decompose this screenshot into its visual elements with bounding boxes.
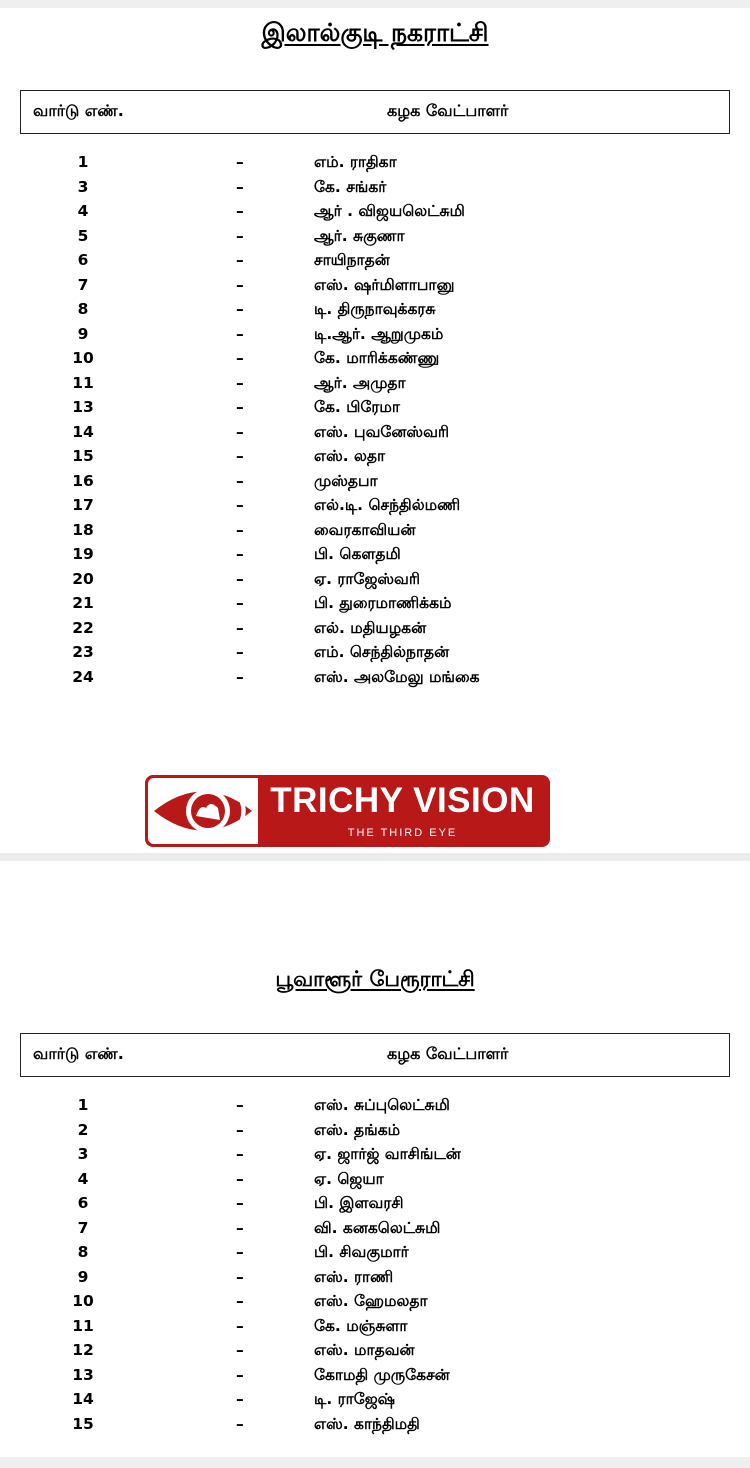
section1-table-header <box>20 90 730 134</box>
candidate-name: டி.ஆர். ஆறுமுகம் <box>314 324 444 343</box>
candidate-row <box>0 1268 750 1292</box>
ward-number-header: வார்டு எண். <box>33 101 124 120</box>
candidate-row <box>0 570 750 594</box>
separator-dash: – <box>236 398 244 416</box>
candidate-name: எஸ். அலமேலு மங்கை <box>314 667 480 686</box>
ward-number: 9 <box>77 1267 89 1286</box>
ward-number: 16 <box>72 471 94 490</box>
candidate-name: எல்.டி. செந்தில்மணி <box>314 496 461 514</box>
candidate-name: ஏ. ராஜேஸ்வரி <box>314 569 421 588</box>
ward-number: 6 <box>77 1194 89 1212</box>
separator-dash: – <box>236 422 244 441</box>
ward-number: 17 <box>72 496 94 514</box>
candidate-name: ஏ. ஜார்ஜ் வாசிங்டன் <box>314 1145 461 1163</box>
ward-number: 8 <box>77 1243 89 1261</box>
ward-number: 7 <box>77 275 89 294</box>
logo-tagline: THE THIRD EYE <box>347 827 458 839</box>
candidate-row <box>0 374 750 398</box>
candidate-row <box>0 1366 750 1390</box>
candidate-row <box>0 1243 750 1267</box>
candidate-name: எஸ். காந்திமதி <box>314 1414 420 1433</box>
candidate-row <box>0 1194 750 1218</box>
candidate-name: டி. திருநாவுக்கரசு <box>314 300 436 318</box>
separator-dash: – <box>236 471 244 490</box>
candidate-row <box>0 1170 750 1194</box>
candidate-row <box>0 496 750 520</box>
ward-number: 6 <box>77 251 89 269</box>
logo-brand-text: TRICHY VISION <box>270 781 535 820</box>
trichy-vision-logo <box>145 775 550 847</box>
candidate-header: கழக வேட்பாளர் <box>387 101 509 120</box>
candidate-row <box>0 594 750 618</box>
candidate-row <box>0 1219 750 1243</box>
ward-number: 8 <box>77 300 89 318</box>
separator-dash: – <box>236 545 244 563</box>
separator-dash: – <box>236 349 244 367</box>
candidate-name: எம். செந்தில்நாதன் <box>314 643 450 661</box>
separator-dash: – <box>236 1243 244 1261</box>
candidate-row <box>0 521 750 545</box>
ward-number: 3 <box>77 1145 89 1163</box>
ward-number: 1 <box>77 1096 89 1114</box>
candidate-row <box>0 545 750 569</box>
ward-number: 18 <box>72 520 94 539</box>
candidate-name: எஸ். ஹேமலதா <box>314 1292 428 1310</box>
top-band <box>0 0 750 8</box>
ward-number-header: வார்டு எண். <box>33 1044 124 1063</box>
ward-number: 12 <box>72 1341 94 1359</box>
ward-number: 7 <box>77 1218 89 1237</box>
ward-number: 22 <box>72 618 94 637</box>
separator-dash: – <box>236 1390 244 1408</box>
candidate-row <box>0 1390 750 1414</box>
ward-number: 5 <box>77 226 89 245</box>
separator-dash: – <box>236 373 244 392</box>
candidate-row <box>0 1317 750 1341</box>
separator-dash: – <box>236 643 244 661</box>
candidate-row <box>0 619 750 643</box>
separator-dash: – <box>236 1414 244 1433</box>
candidate-row <box>0 325 750 349</box>
ward-number: 13 <box>72 398 94 416</box>
separator-dash: – <box>236 520 244 539</box>
candidate-row <box>0 251 750 275</box>
separator-dash: – <box>236 594 244 612</box>
separator-dash: – <box>236 300 244 318</box>
section1-title: இலால்குடி நகராட்சி <box>261 18 489 47</box>
candidate-row <box>0 1415 750 1439</box>
ward-number: 11 <box>72 373 94 392</box>
candidate-name: கே. சங்கர் <box>314 177 387 196</box>
candidate-row <box>0 202 750 226</box>
candidate-name: சாயிநாதன் <box>314 251 390 269</box>
candidate-row <box>0 447 750 471</box>
ward-number: 1 <box>77 153 89 171</box>
candidate-row <box>0 1121 750 1145</box>
candidate-row <box>0 349 750 373</box>
candidate-row <box>0 1292 750 1316</box>
candidate-name: எஸ். ராணி <box>314 1267 394 1286</box>
candidate-name: பி. துரைமாணிக்கம் <box>314 594 452 612</box>
candidate-row <box>0 472 750 496</box>
ward-number: 15 <box>72 447 94 465</box>
candidate-name: கே. மஞ்சுளா <box>314 1316 408 1335</box>
candidate-name: ஏ. ஜெயா <box>314 1169 384 1188</box>
candidate-name: எஸ். சுப்புலெட்சுமி <box>314 1096 450 1114</box>
candidate-name: கே. மாரிக்கண்ணு <box>314 349 440 367</box>
candidate-row <box>0 227 750 251</box>
candidate-name: ஆர். அமுதா <box>314 373 406 392</box>
ward-number: 3 <box>77 177 89 196</box>
ward-number: 13 <box>72 1365 94 1384</box>
candidate-row <box>0 276 750 300</box>
separator-dash: – <box>236 1145 244 1163</box>
candidate-row <box>0 300 750 324</box>
ward-number: 9 <box>77 324 89 343</box>
separator-dash: – <box>236 1194 244 1212</box>
ward-number: 4 <box>77 202 89 220</box>
candidate-row <box>0 1096 750 1120</box>
candidate-name: வி. கனகலெட்சுமி <box>314 1218 441 1237</box>
candidate-name: பி. சிவகுமார் <box>314 1243 409 1261</box>
candidate-row <box>0 643 750 667</box>
candidate-name: கே. பிரேமா <box>314 398 400 416</box>
candidate-row <box>0 668 750 692</box>
candidate-name: எஸ். தங்கம் <box>314 1120 401 1139</box>
separator-dash: – <box>236 496 244 514</box>
candidate-row <box>0 178 750 202</box>
separator-dash: – <box>236 202 244 220</box>
separator-dash: – <box>236 226 244 245</box>
ward-number: 23 <box>72 643 94 661</box>
ward-number: 2 <box>77 1120 89 1139</box>
ward-number: 4 <box>77 1169 89 1188</box>
candidate-name: எஸ். மாதவன் <box>314 1341 415 1359</box>
ward-number: 10 <box>72 349 94 367</box>
ward-number: 20 <box>72 569 94 588</box>
separator-dash: – <box>236 1341 244 1359</box>
candidate-row <box>0 153 750 177</box>
ward-number: 11 <box>72 1316 94 1335</box>
candidate-name: பி. கௌதமி <box>314 545 401 563</box>
separator-dash: – <box>236 1292 244 1310</box>
ward-number: 15 <box>72 1414 94 1433</box>
separator-dash: – <box>236 153 244 171</box>
candidate-name: முஸ்தபா <box>314 471 378 490</box>
separator-dash: – <box>236 1169 244 1188</box>
candidate-name: டி. ராஜேஷ் <box>314 1390 396 1408</box>
candidate-row <box>0 1145 750 1169</box>
candidate-header: கழக வேட்பாளர் <box>387 1044 509 1063</box>
separator-dash: – <box>236 1096 244 1114</box>
ward-number: 21 <box>72 594 94 612</box>
separator-dash: – <box>236 177 244 196</box>
separator-dash: – <box>236 1267 244 1286</box>
separator-dash: – <box>236 1120 244 1139</box>
separator-dash: – <box>236 1316 244 1335</box>
candidate-name: எல். மதியழகன் <box>314 618 427 637</box>
ward-number: 24 <box>72 667 94 686</box>
section2-table-header <box>20 1033 730 1077</box>
candidate-name: எம். ராதிகா <box>314 153 397 171</box>
eye-icon <box>148 778 258 844</box>
ward-number: 19 <box>72 545 94 563</box>
candidate-name: எஸ். லதா <box>314 447 386 465</box>
candidate-name: ஆர் . விஜயலெட்சுமி <box>314 202 465 220</box>
separator-dash: – <box>236 1218 244 1237</box>
page-divider <box>0 853 750 861</box>
separator-dash: – <box>236 447 244 465</box>
candidate-name: எஸ். புவனேஸ்வரி <box>314 422 450 441</box>
section2-title: பூவாளூர் பேரூராட்சி <box>275 967 475 991</box>
separator-dash: – <box>236 618 244 637</box>
separator-dash: – <box>236 1365 244 1384</box>
ward-number: 10 <box>72 1292 94 1310</box>
candidate-name: பி. இளவரசி <box>314 1194 404 1212</box>
candidate-name: எஸ். ஷர்மிளாபானு <box>314 275 455 294</box>
candidate-name: கோமதி முருகேசன் <box>314 1365 450 1384</box>
separator-dash: – <box>236 324 244 343</box>
candidate-row <box>0 398 750 422</box>
ward-number: 14 <box>72 422 94 441</box>
ward-number: 14 <box>72 1390 94 1408</box>
separator-dash: – <box>236 569 244 588</box>
bottom-band <box>0 1457 750 1468</box>
separator-dash: – <box>236 667 244 686</box>
candidate-name: ஆர். சுகுணா <box>314 226 405 245</box>
candidate-name: வைரகாவியன் <box>314 520 416 539</box>
separator-dash: – <box>236 275 244 294</box>
candidate-row <box>0 1341 750 1365</box>
candidate-row <box>0 423 750 447</box>
separator-dash: – <box>236 251 244 269</box>
